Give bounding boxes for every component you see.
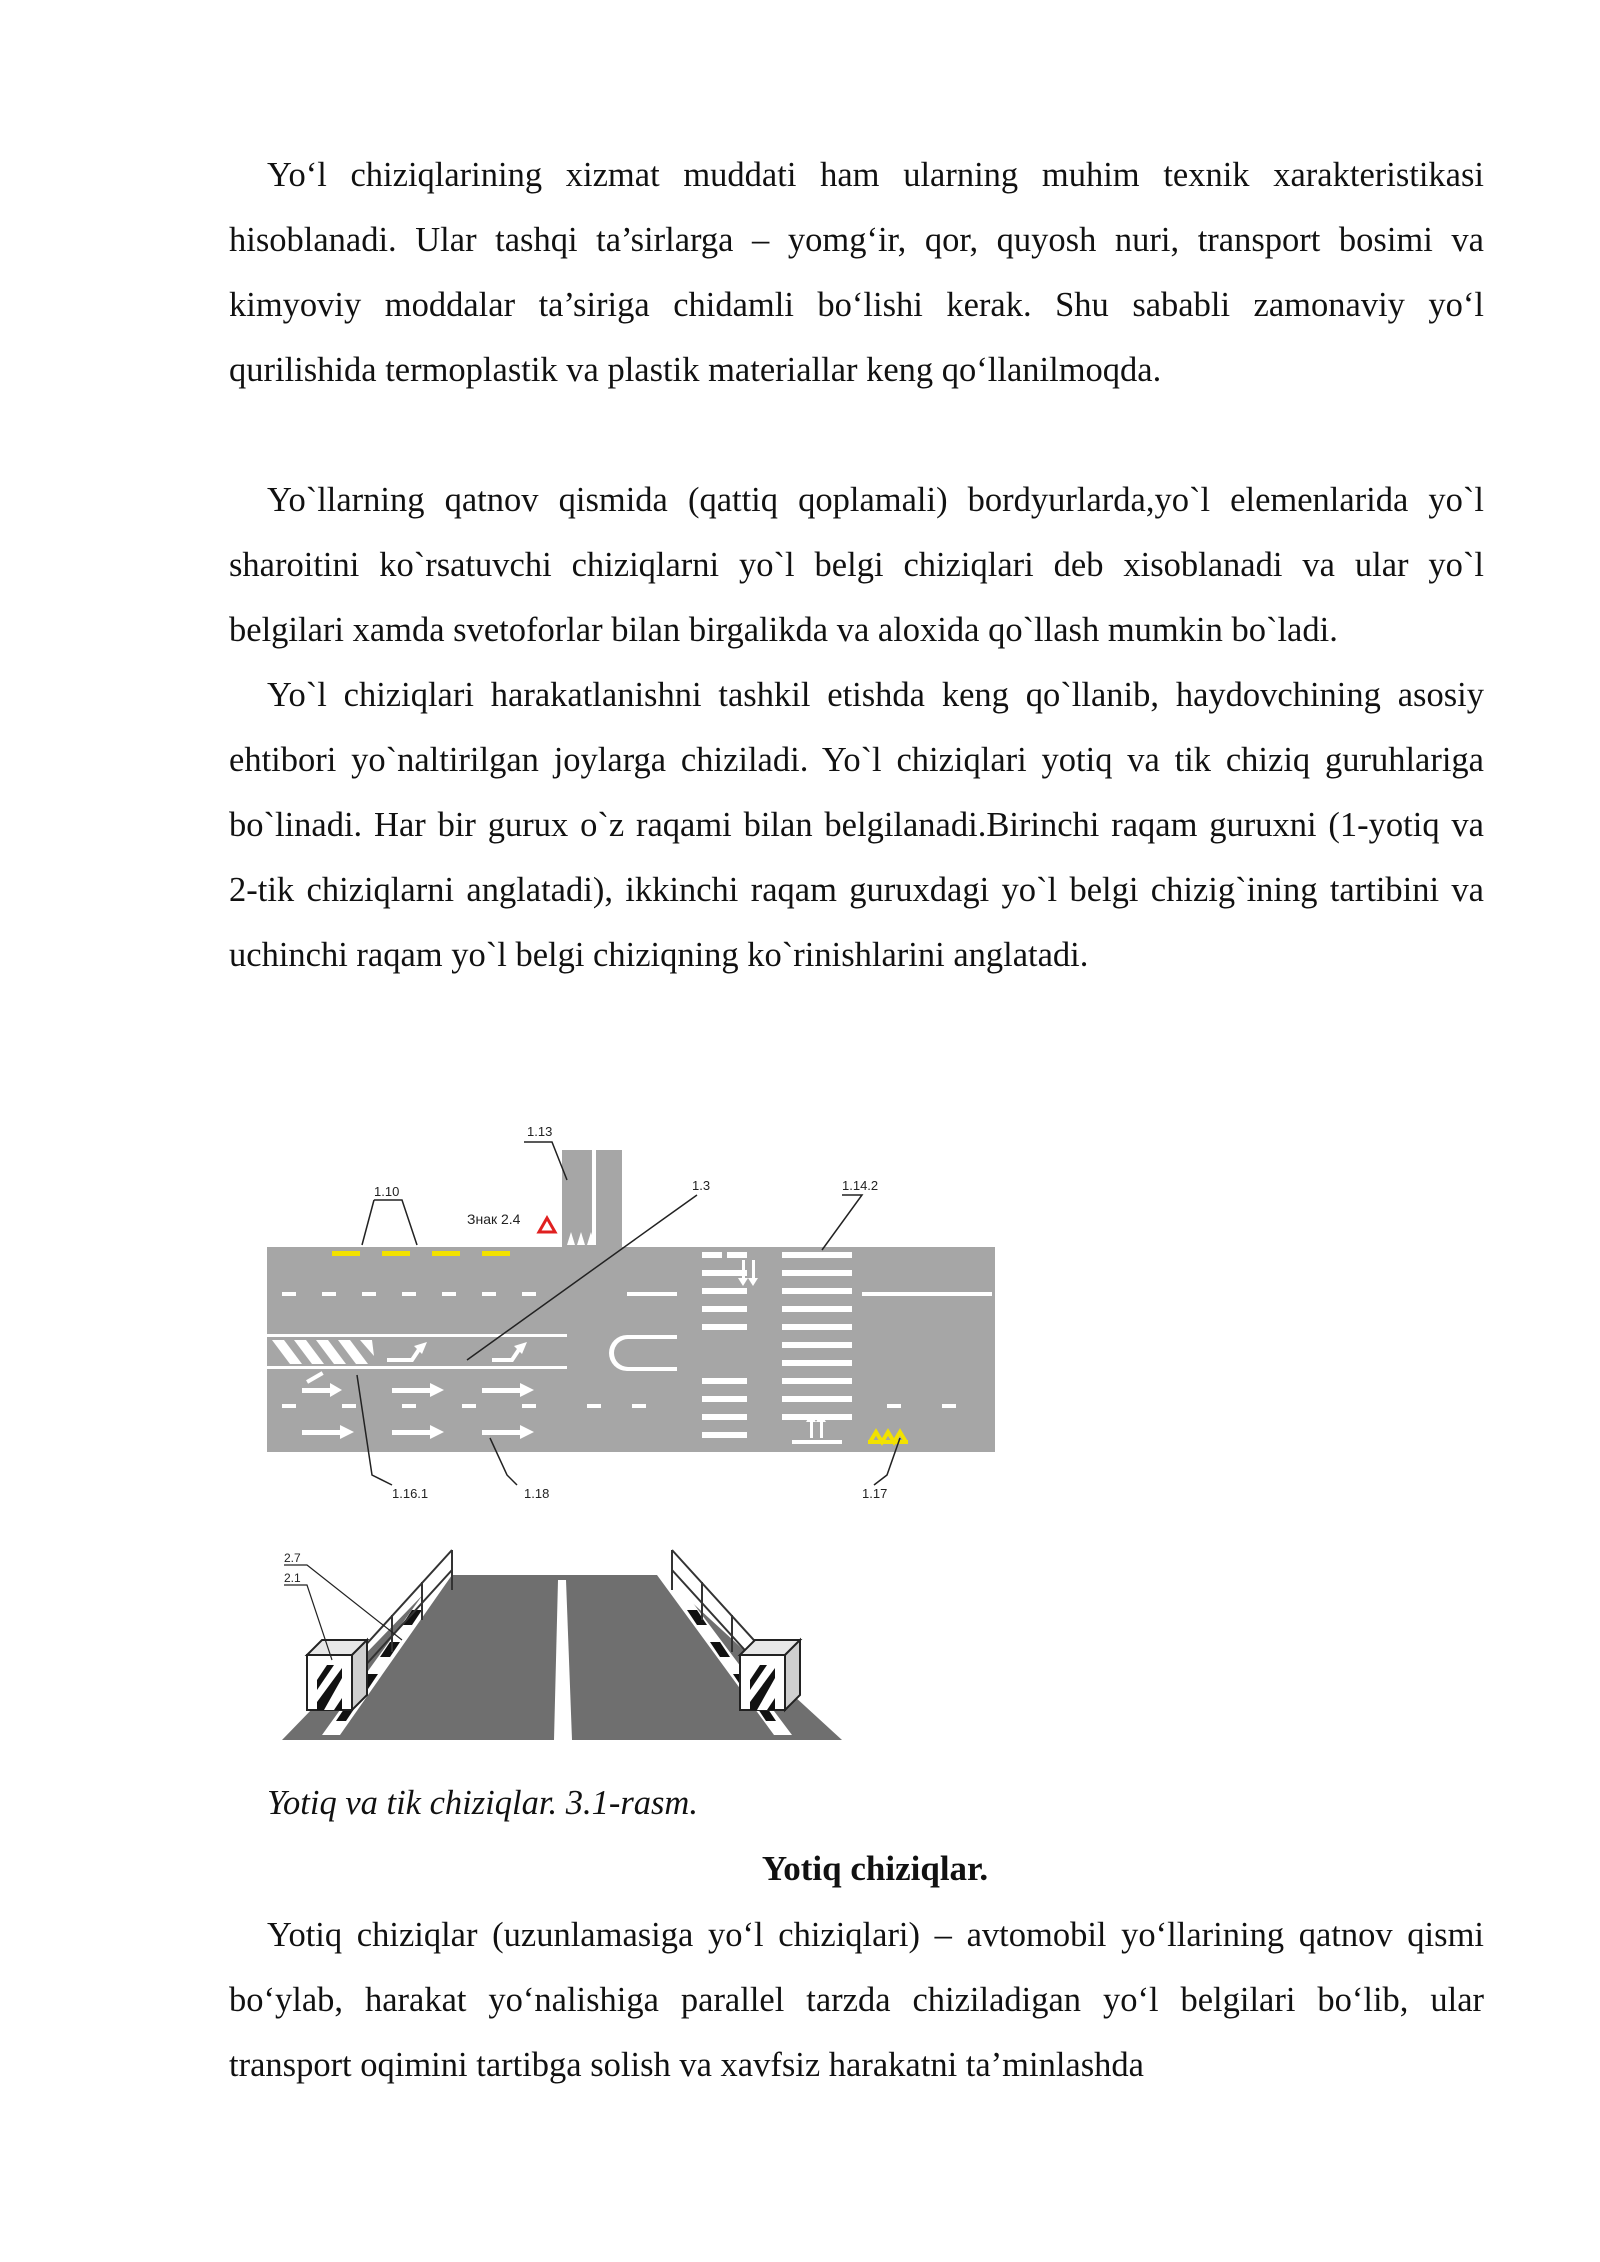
- road-markings-illustration: [262, 1120, 1002, 1740]
- bridge-perspective-view: [282, 1550, 842, 1740]
- paragraph: Yo`l chiziqlari harakatlanishni tashkil etishda keng qo`llanib, haydovchining asosiy ehtibori yo`naltirilgan joylarga chiziladi. Yo`l chiziqlari yotiq va tik chiziq guruhlariga bo`linadi. Har bir gurux o`z raqami bilan belgilanadi.Birinchi raqam guruxni (1-yotiq va 2-tik chiziqlarni anglatadi), ikkinchi raqam guruxdagi yo`l belgi chizig`ining tartibini va uchinchi raqam yo`l belgi chiziqning ko`rinishlarini anglatadi.: [229, 676, 1484, 974]
- yellow-zigzag-base: [868, 1440, 908, 1444]
- figure-caption: Yotiq va tik chiziqlar. 3.1-rasm.: [267, 1784, 698, 1822]
- label-2-7: 2.7: [284, 1551, 301, 1565]
- label-1-17: 1.17: [862, 1486, 888, 1501]
- solid-line-marking: [267, 1334, 567, 1337]
- section-heading: Yotiq chiziqlar.: [761, 1849, 989, 1888]
- label-1-10: 1.10: [374, 1184, 400, 1199]
- intersection-plan: [267, 1124, 995, 1501]
- label-1-14-2: 1.14.2: [842, 1178, 879, 1193]
- label-1-13: 1.13: [527, 1124, 553, 1139]
- label-1-16-1: 1.16.1: [392, 1486, 429, 1501]
- paragraph: Yotiq chiziqlar (uzunlamasiga yo‘l chiziqlari) – avtomobil yo‘llarining qatnov qismi bo‘ylab, harakat yo‘nalishiga parallel tarzda chiziladigan yo‘l belgilari bo‘lib, ular transport oqimini tartibga solish va xavfsiz harakatni ta’minlashda: [229, 1916, 1484, 2084]
- label-sign-2-4: Знак 2.4: [467, 1211, 521, 1227]
- paragraph-text-block-2: [229, 468, 1484, 988]
- traffic-island-inner: [614, 1339, 677, 1367]
- warning-sign-icon: [539, 1218, 555, 1232]
- label-1-3: 1.3: [692, 1178, 711, 1193]
- side-road-centre-line: [592, 1150, 596, 1245]
- paragraph: Yo‘l chiziqlarining xizmat muddati ham ularning muhim texnik xarakteristikasi hisoblanadi. Ular tashqi ta’sirlarga – yomg‘ir, qor, quyosh nuri, transport bosimi va kimyoviy moddalar ta’siriga chidamli bo‘lishi kerak. Shu sababli zamonaviy yo‘l qurilishida termoplastik va plastik materiallar keng qo‘llanilmoqda.: [229, 156, 1484, 389]
- give-way-line-marking: [567, 1232, 595, 1245]
- parapet-block-right: [740, 1640, 800, 1710]
- solid-line-marking: [267, 1366, 567, 1369]
- label-2-1: 2.1: [284, 1571, 301, 1585]
- road-markings-figure: [262, 1120, 1002, 1745]
- paragraph: Yo`llarning qatnov qismida (qattiq qoplamali) bordyurlarda,yo`l elemenlarida yo`l sharoitini ko`rsatuvchi chiziqlarni yo`l belgi chiziqlari deb xisoblanadi va ular yo`l belgilari xamda svetoforlar bilan birgalikda va aloxida qo`llash mumkin bo`ladi.: [229, 481, 1484, 649]
- paragraph-text-block-1: [229, 143, 1484, 403]
- parapet-block-left: [307, 1640, 367, 1710]
- label-1-18: 1.18: [524, 1486, 550, 1501]
- paragraph-text-block-3: [229, 1903, 1484, 2098]
